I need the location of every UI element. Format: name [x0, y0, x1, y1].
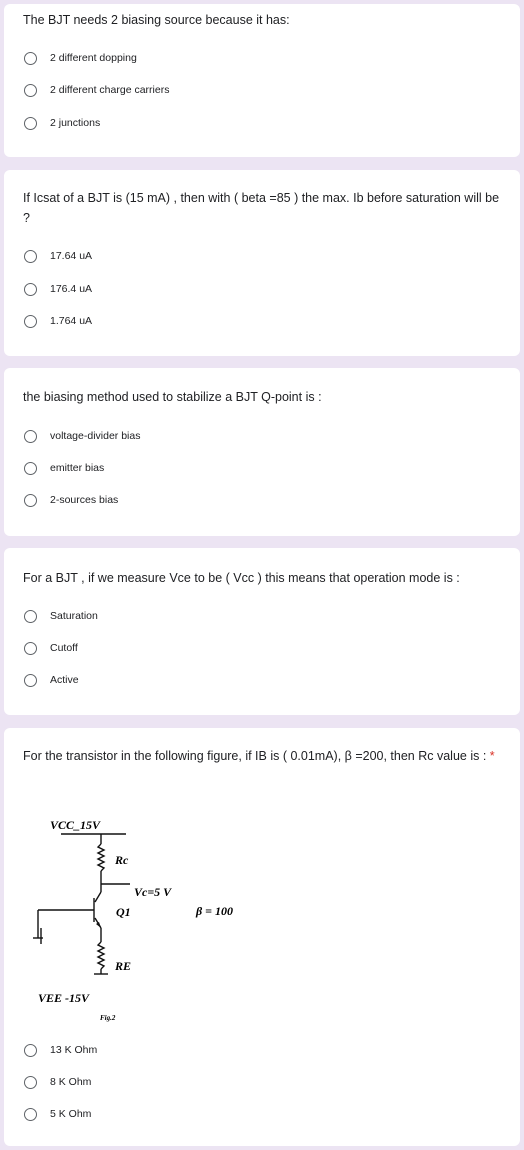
option-label: 1.764 uA — [50, 315, 93, 327]
option-saturation[interactable] — [24, 607, 98, 625]
option-2-junctions[interactable] — [24, 114, 100, 132]
question-text: the biasing method used to stabilize a BJT Q-point is : — [23, 390, 322, 404]
question-card-2 — [4, 170, 520, 356]
option-label: emitter bias — [50, 462, 105, 474]
option-label: Cutoff — [50, 642, 78, 654]
question-card-3 — [4, 368, 520, 536]
option-cutoff[interactable] — [24, 639, 78, 657]
required-mark: * — [489, 749, 495, 763]
option-label: 5 K Ohm — [50, 1108, 92, 1120]
question-card-1 — [4, 4, 520, 157]
radio-button[interactable] — [24, 315, 37, 328]
option-label: 17.64 uA — [50, 250, 93, 262]
option-17-64-ua[interactable] — [24, 247, 92, 265]
option-label: 2-sources bias — [50, 494, 119, 506]
radio-button[interactable] — [24, 1076, 37, 1089]
radio-button[interactable] — [24, 610, 37, 623]
radio-button[interactable] — [24, 674, 37, 687]
question-card-4 — [4, 548, 520, 715]
radio-button[interactable] — [24, 250, 37, 263]
re-label: RE — [115, 959, 132, 973]
option-2-different-dopping[interactable] — [24, 49, 137, 67]
radio-button[interactable] — [24, 462, 37, 475]
radio-button[interactable] — [24, 642, 37, 655]
option-label: 2 junctions — [50, 117, 101, 129]
radio-button[interactable] — [24, 1044, 37, 1057]
option-active[interactable] — [24, 671, 79, 689]
radio-button[interactable] — [24, 1108, 37, 1121]
rc-label: Rc — [115, 853, 129, 867]
option-label: Saturation — [50, 610, 98, 622]
question-text: If Icsat of a BJT is (15 mA) , then with ( beta =85 ) the max. Ib before saturation will be ? — [23, 191, 500, 225]
option-label: 2 different charge carriers — [50, 84, 170, 96]
option-label: voltage-divider bias — [50, 430, 141, 442]
emitter-arrow-icon — [96, 922, 101, 928]
option-label: Active — [50, 674, 79, 686]
radio-button[interactable] — [24, 117, 37, 130]
question-text: The BJT needs 2 biasing source because it has: — [23, 13, 290, 27]
option-2-different-charge-carriers[interactable] — [24, 81, 169, 99]
radio-button[interactable] — [24, 84, 37, 97]
option-voltage-divider-bias[interactable] — [24, 427, 140, 445]
option-label: 176.4 uA — [50, 283, 93, 295]
option-label: 2 different dopping — [50, 52, 137, 64]
beta-label: β = 100 — [196, 904, 233, 918]
figure-caption: Fig.2 — [100, 1014, 116, 1022]
question-text — [23, 746, 502, 766]
option-2-sources-bias[interactable] — [24, 491, 118, 509]
radio-button[interactable] — [24, 52, 37, 65]
circuit-figure — [4, 814, 520, 1022]
option-8-k-ohm[interactable] — [24, 1073, 91, 1091]
radio-button[interactable] — [24, 283, 37, 296]
option-13-k-ohm[interactable] — [24, 1041, 97, 1059]
question-text: For a BJT , if we measure Vce to be ( Vcc ) this means that operation mode is : — [23, 571, 460, 585]
option-176-4-ua[interactable] — [24, 280, 92, 298]
vee-label: VEE -15V — [38, 991, 90, 1005]
question-text-body: For the transistor in the following figure, if IB is ( 0.01mA), β =200, then Rc value is : — [23, 749, 487, 763]
vcc-label: VCC_15V — [50, 818, 101, 832]
option-5-k-ohm[interactable] — [24, 1105, 91, 1123]
vc-label: Vc=5 V — [134, 885, 172, 899]
radio-button[interactable] — [24, 430, 37, 443]
option-label: 8 K Ohm — [50, 1076, 92, 1088]
option-emitter-bias[interactable] — [24, 459, 104, 477]
q1-label: Q1 — [116, 905, 131, 919]
radio-button[interactable] — [24, 494, 37, 507]
option-1-764-ua[interactable] — [24, 312, 92, 330]
question-card-5 — [4, 728, 520, 1146]
option-label: 13 K Ohm — [50, 1044, 98, 1056]
